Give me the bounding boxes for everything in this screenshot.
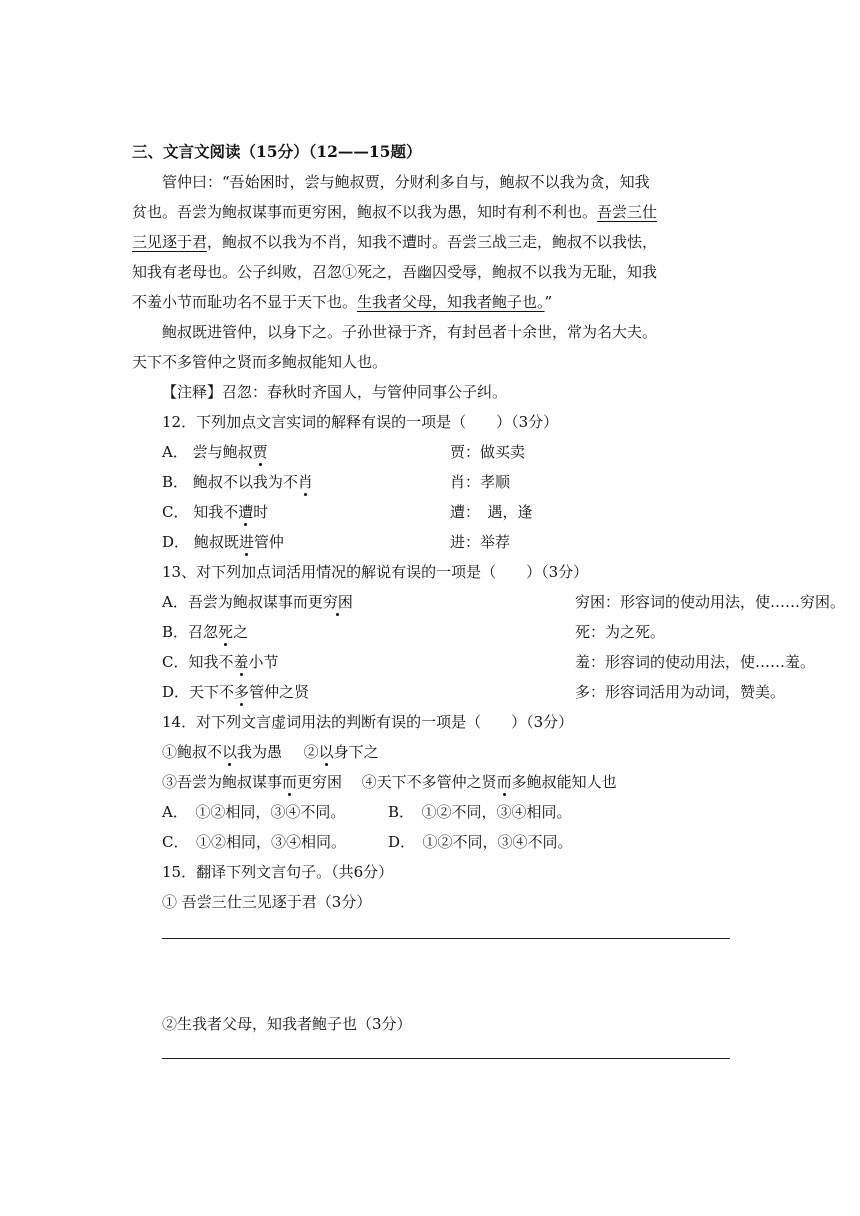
option-explanation: 穷困：形容词的使动用法，使……穷困。 bbox=[575, 593, 846, 611]
q13-option bbox=[162, 622, 762, 642]
option-text: 召忽 bbox=[188, 623, 219, 641]
passage-text: 不羞小节而耻功名不显于天下也。 bbox=[132, 293, 358, 311]
sentence-text: 更穷困 bbox=[297, 773, 343, 791]
option-text: 鲍叔既 bbox=[193, 533, 239, 551]
option-letter: B． bbox=[162, 473, 189, 491]
option-text: 管仲之贤 bbox=[249, 683, 310, 701]
option-letter: D． bbox=[162, 533, 190, 551]
option-explanation: 多：形容词活用为动词，赞美。 bbox=[575, 683, 786, 701]
option-explanation: 肖：孝顺 bbox=[450, 473, 511, 491]
passage-line bbox=[132, 232, 732, 252]
passage-line: 天下不多管仲之贤而多鲍叔能知人也。 bbox=[132, 353, 388, 371]
dotted-word: 肖 bbox=[297, 473, 313, 491]
option-letter: C． bbox=[162, 503, 189, 521]
passage-line bbox=[132, 202, 732, 222]
q14-options-row-2 bbox=[162, 832, 762, 852]
sentence-text: 身下之 bbox=[333, 743, 379, 761]
option-text: 知我不 bbox=[188, 653, 234, 671]
option-b: B． ①②不同，③④相同。 bbox=[388, 803, 572, 821]
q14-sentences-row-1 bbox=[162, 742, 762, 762]
closing-quote: ” bbox=[544, 293, 553, 311]
sentence-text: 我为愚 bbox=[237, 743, 283, 761]
option-c: C． ①②相同，③④相同。 bbox=[162, 833, 346, 851]
option-letter: A． bbox=[162, 593, 188, 611]
option-letter: C． bbox=[162, 653, 189, 671]
underlined-sentence: 三见逐于君 bbox=[132, 233, 208, 251]
question-12-stem: 12．下列加点文言实词的解释有误的一项是（ ）（3分） bbox=[162, 413, 559, 431]
passage-line bbox=[132, 292, 732, 312]
q13-option bbox=[162, 682, 786, 702]
option-text: 知我不 bbox=[193, 503, 239, 521]
answer-line-2[interactable] bbox=[162, 1058, 730, 1059]
dotted-word: 贾 bbox=[252, 443, 268, 461]
sentence-text: ② bbox=[303, 743, 319, 761]
option-explanation: 进：举荐 bbox=[450, 533, 511, 551]
passage-text: 贫也。吾尝为鲍叔谋事而更穷困，鲍叔不以我为愚，知时有利不利也。 bbox=[132, 203, 598, 221]
q12-option bbox=[162, 472, 762, 492]
option-letter: B． bbox=[162, 623, 189, 641]
sentence-text: ④天下不多管仲之贤 bbox=[361, 773, 497, 791]
option-text: 鲍叔不以我为不 bbox=[192, 473, 298, 491]
option-a: A． ①②相同，③④不同。 bbox=[162, 803, 346, 821]
annotation-note: 【注释】召忽：春秋时齐国人，与管仲同事公子纠。 bbox=[162, 383, 508, 401]
passage-line: 知我有老母也。公子纠败，召忽①死之，吾幽囚受辱，鲍叔不以我为无耻，知我 bbox=[132, 263, 658, 281]
q13-option bbox=[162, 652, 816, 672]
passage-text: ，鲍叔不以我为不肖，知我不遭时。吾尝三战三走，鲍叔不以我怯， bbox=[207, 233, 658, 251]
passage-line: 鲍叔既进管仲，以身下之。子孙世禄于齐，有封邑者十余世，常为名大夫。 bbox=[162, 323, 658, 341]
option-letter: D． bbox=[162, 683, 190, 701]
section-heading: 三、文言文阅读（15分）（12——15题） bbox=[132, 142, 422, 161]
q13-option bbox=[162, 592, 846, 612]
q12-option bbox=[162, 532, 762, 552]
q12-option bbox=[162, 442, 762, 462]
option-text: 吾尝为鲍叔谋事而更 bbox=[187, 593, 323, 611]
q14-sentences-row-2 bbox=[162, 772, 762, 792]
option-text: 管仲 bbox=[253, 533, 284, 551]
option-text: 小节 bbox=[248, 653, 279, 671]
question-14-stem: 14．对下列文言虚词用法的判断有误的一项是（ ）（3分） bbox=[162, 713, 574, 731]
option-text: 时 bbox=[253, 503, 269, 521]
dotted-word: 死 bbox=[218, 623, 234, 641]
option-d: D． ①②不同，③④不同。 bbox=[388, 833, 573, 851]
underlined-sentence: 吾尝三仕 bbox=[597, 203, 658, 221]
dotted-word: 多 bbox=[234, 683, 250, 701]
sentence-text: ③吾尝为鲍叔谋事 bbox=[162, 773, 283, 791]
option-text: 尝与鲍叔 bbox=[192, 443, 253, 461]
q15-item-1: ① 吾尝三仕三见逐于君（3分） bbox=[162, 893, 372, 911]
dotted-word: 以 bbox=[318, 743, 334, 761]
dotted-word: 而 bbox=[282, 773, 298, 791]
passage-line: 管仲曰：“吾始困时，尝与鲍叔贾，分财利多自与，鲍叔不以我为贪，知我 bbox=[162, 173, 650, 191]
option-explanation: 羞：形容词的使动用法，使……羞。 bbox=[575, 653, 816, 671]
option-explanation: 死：为之死。 bbox=[575, 623, 666, 641]
q12-option bbox=[162, 502, 762, 522]
answer-line-1[interactable] bbox=[162, 938, 730, 939]
dotted-word: 以 bbox=[222, 743, 238, 761]
dotted-word: 穷困 bbox=[322, 593, 353, 611]
sentence-text: ①鲍叔不 bbox=[162, 743, 223, 761]
option-text: 天下不 bbox=[189, 683, 235, 701]
q14-options-row-1 bbox=[162, 802, 762, 822]
question-13-stem: 13、对下列加点词活用情况的解说有误的一项是（ ）（3分） bbox=[162, 563, 589, 581]
underlined-sentence: 生我者父母，知我者鲍子也。 bbox=[357, 293, 545, 311]
dotted-word: 进 bbox=[238, 533, 254, 551]
dotted-word: 羞 bbox=[233, 653, 249, 671]
option-explanation: 贾：做买卖 bbox=[450, 443, 526, 461]
dotted-word: 而 bbox=[496, 773, 512, 791]
option-explanation: 遭： 遇，逢 bbox=[450, 503, 533, 521]
option-text: 之 bbox=[233, 623, 249, 641]
q15-item-2: ②生我者父母，知我者鲍子也（3分） bbox=[162, 1015, 412, 1033]
option-letter: A． bbox=[162, 443, 188, 461]
dotted-word: 遭 bbox=[238, 503, 254, 521]
question-15-stem: 15．翻译下列文言句子。（共6分） bbox=[162, 863, 394, 881]
sentence-text: 多鲍叔能知人也 bbox=[511, 773, 617, 791]
